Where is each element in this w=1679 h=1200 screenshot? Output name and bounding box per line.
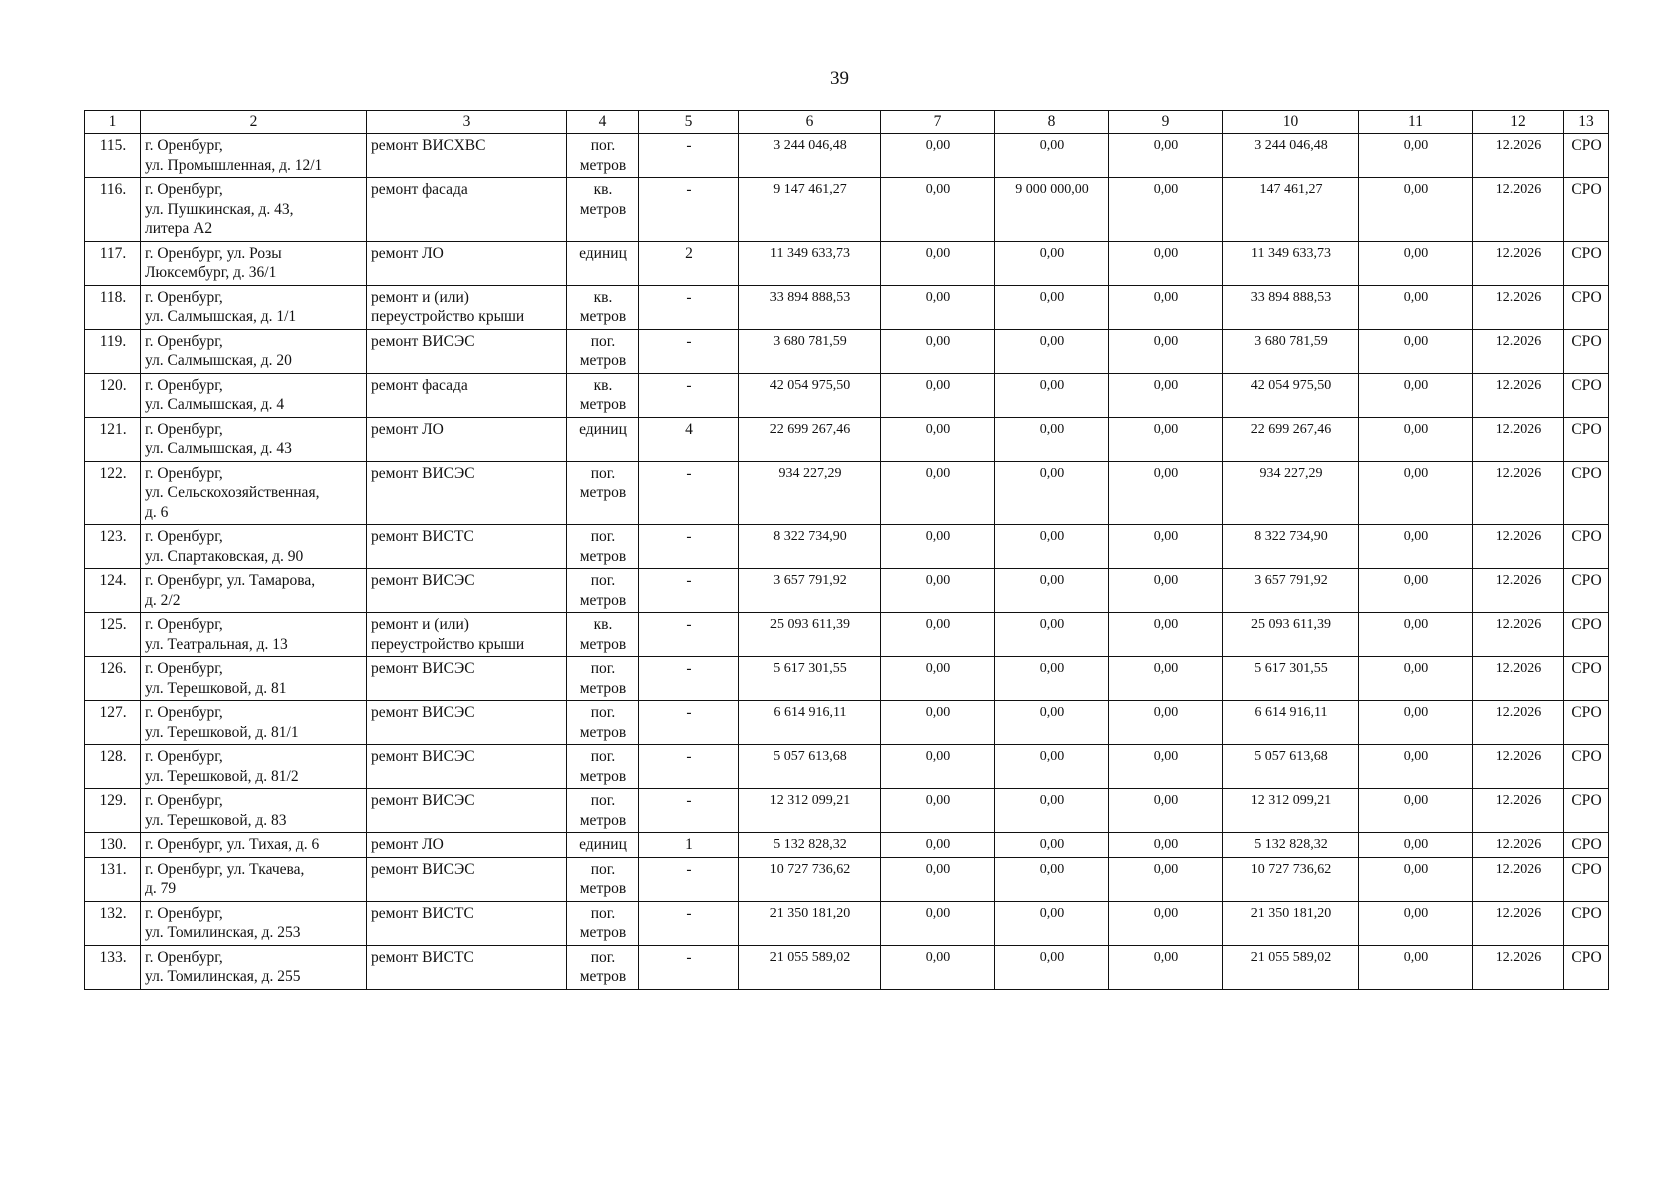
- cost-col8-cell: 0,00: [995, 329, 1109, 373]
- address-cell: г. Оренбург, ул. Томилинская, д. 255: [141, 945, 367, 989]
- work-type-cell: ремонт и (или) переустройство крыши: [367, 285, 567, 329]
- work-type-cell: ремонт и (или) переустройство крыши: [367, 613, 567, 657]
- unit-cell: единиц: [567, 833, 639, 858]
- quantity-cell: -: [639, 613, 739, 657]
- cost-col9-cell: 0,00: [1109, 569, 1223, 613]
- column-header: 11: [1359, 111, 1473, 134]
- method-cell: СРО: [1564, 701, 1609, 745]
- total-cost-cell: 42 054 975,50: [739, 373, 881, 417]
- row-number-cell: 118.: [85, 285, 141, 329]
- total-cost-cell: 934 227,29: [739, 461, 881, 525]
- address-cell: г. Оренбург, ул. Пушкинская, д. 43, литера А2: [141, 178, 367, 242]
- table-row: [85, 857, 1609, 901]
- table-row: [85, 901, 1609, 945]
- work-type-cell: ремонт ВИСХВС: [367, 134, 567, 178]
- cost-col7-cell: 0,00: [881, 134, 995, 178]
- total-cost-cell: 5 617 301,55: [739, 657, 881, 701]
- cost-col10-cell: 33 894 888,53: [1223, 285, 1359, 329]
- deadline-cell: 12.2026: [1473, 461, 1564, 525]
- cost-col9-cell: 0,00: [1109, 657, 1223, 701]
- total-cost-cell: 3 244 046,48: [739, 134, 881, 178]
- cost-col7-cell: 0,00: [881, 285, 995, 329]
- cost-col7-cell: 0,00: [881, 178, 995, 242]
- table-row: [85, 701, 1609, 745]
- column-number-row: [85, 111, 1609, 134]
- table-row: [85, 745, 1609, 789]
- unit-cell: пог. метров: [567, 745, 639, 789]
- quantity-cell: -: [639, 373, 739, 417]
- table-row: [85, 285, 1609, 329]
- cost-col10-cell: 11 349 633,73: [1223, 241, 1359, 285]
- address-cell: г. Оренбург, ул. Розы Люксембург, д. 36/1: [141, 241, 367, 285]
- unit-cell: пог. метров: [567, 134, 639, 178]
- cost-col11-cell: 0,00: [1359, 178, 1473, 242]
- total-cost-cell: 5 132 828,32: [739, 833, 881, 858]
- cost-col11-cell: 0,00: [1359, 569, 1473, 613]
- work-type-cell: ремонт ВИСЭС: [367, 657, 567, 701]
- cost-col9-cell: 0,00: [1109, 241, 1223, 285]
- cost-col7-cell: 0,00: [881, 657, 995, 701]
- quantity-cell: -: [639, 569, 739, 613]
- cost-col8-cell: 0,00: [995, 857, 1109, 901]
- unit-cell: кв. метров: [567, 178, 639, 242]
- cost-col9-cell: 0,00: [1109, 461, 1223, 525]
- deadline-cell: 12.2026: [1473, 901, 1564, 945]
- column-header: 7: [881, 111, 995, 134]
- work-type-cell: ремонт ВИСЭС: [367, 329, 567, 373]
- column-header: 1: [85, 111, 141, 134]
- work-type-cell: ремонт ВИСЭС: [367, 789, 567, 833]
- cost-col9-cell: 0,00: [1109, 789, 1223, 833]
- unit-cell: единиц: [567, 417, 639, 461]
- row-number-cell: 120.: [85, 373, 141, 417]
- table-body: [85, 134, 1609, 990]
- work-type-cell: ремонт ЛО: [367, 833, 567, 858]
- work-type-cell: ремонт ЛО: [367, 241, 567, 285]
- cost-col10-cell: 5 132 828,32: [1223, 833, 1359, 858]
- column-header: 12: [1473, 111, 1564, 134]
- cost-col9-cell: 0,00: [1109, 373, 1223, 417]
- method-cell: СРО: [1564, 525, 1609, 569]
- cost-col8-cell: 9 000 000,00: [995, 178, 1109, 242]
- unit-cell: пог. метров: [567, 569, 639, 613]
- address-cell: г. Оренбург, ул. Терешковой, д. 81/1: [141, 701, 367, 745]
- cost-col8-cell: 0,00: [995, 285, 1109, 329]
- quantity-cell: -: [639, 857, 739, 901]
- total-cost-cell: 5 057 613,68: [739, 745, 881, 789]
- row-number-cell: 121.: [85, 417, 141, 461]
- quantity-cell: -: [639, 461, 739, 525]
- cost-col8-cell: 0,00: [995, 657, 1109, 701]
- cost-col8-cell: 0,00: [995, 901, 1109, 945]
- table-row: [85, 241, 1609, 285]
- table-row: [85, 461, 1609, 525]
- cost-col11-cell: 0,00: [1359, 833, 1473, 858]
- method-cell: СРО: [1564, 241, 1609, 285]
- unit-cell: пог. метров: [567, 701, 639, 745]
- deadline-cell: 12.2026: [1473, 569, 1564, 613]
- cost-col8-cell: 0,00: [995, 417, 1109, 461]
- quantity-cell: -: [639, 657, 739, 701]
- deadline-cell: 12.2026: [1473, 329, 1564, 373]
- unit-cell: пог. метров: [567, 857, 639, 901]
- deadline-cell: 12.2026: [1473, 657, 1564, 701]
- cost-col9-cell: 0,00: [1109, 901, 1223, 945]
- address-cell: г. Оренбург, ул. Терешковой, д. 83: [141, 789, 367, 833]
- cost-col7-cell: 0,00: [881, 461, 995, 525]
- work-type-cell: ремонт фасада: [367, 373, 567, 417]
- table-row: [85, 525, 1609, 569]
- column-header: 9: [1109, 111, 1223, 134]
- method-cell: СРО: [1564, 417, 1609, 461]
- cost-col10-cell: 147 461,27: [1223, 178, 1359, 242]
- quantity-cell: -: [639, 901, 739, 945]
- cost-col11-cell: 0,00: [1359, 657, 1473, 701]
- cost-col9-cell: 0,00: [1109, 178, 1223, 242]
- total-cost-cell: 25 093 611,39: [739, 613, 881, 657]
- method-cell: СРО: [1564, 857, 1609, 901]
- total-cost-cell: 11 349 633,73: [739, 241, 881, 285]
- quantity-cell: -: [639, 134, 739, 178]
- cost-col11-cell: 0,00: [1359, 613, 1473, 657]
- work-type-cell: ремонт ВИСТС: [367, 525, 567, 569]
- address-cell: г. Оренбург, ул. Спартаковская, д. 90: [141, 525, 367, 569]
- column-header: 13: [1564, 111, 1609, 134]
- cost-col11-cell: 0,00: [1359, 945, 1473, 989]
- page-number: 39: [830, 68, 849, 89]
- method-cell: СРО: [1564, 373, 1609, 417]
- unit-cell: пог. метров: [567, 329, 639, 373]
- address-cell: г. Оренбург, ул. Промышленная, д. 12/1: [141, 134, 367, 178]
- row-number-cell: 115.: [85, 134, 141, 178]
- table-row: [85, 569, 1609, 613]
- quantity-cell: -: [639, 789, 739, 833]
- row-number-cell: 116.: [85, 178, 141, 242]
- unit-cell: пог. метров: [567, 461, 639, 525]
- cost-col10-cell: 6 614 916,11: [1223, 701, 1359, 745]
- row-number-cell: 128.: [85, 745, 141, 789]
- deadline-cell: 12.2026: [1473, 745, 1564, 789]
- address-cell: г. Оренбург, ул. Салмышская, д. 20: [141, 329, 367, 373]
- deadline-cell: 12.2026: [1473, 833, 1564, 858]
- method-cell: СРО: [1564, 461, 1609, 525]
- deadline-cell: 12.2026: [1473, 417, 1564, 461]
- row-number-cell: 127.: [85, 701, 141, 745]
- cost-col10-cell: 25 093 611,39: [1223, 613, 1359, 657]
- cost-col7-cell: 0,00: [881, 857, 995, 901]
- method-cell: СРО: [1564, 901, 1609, 945]
- cost-col11-cell: 0,00: [1359, 701, 1473, 745]
- table-row: [85, 178, 1609, 242]
- column-header: 2: [141, 111, 367, 134]
- table-row: [85, 134, 1609, 178]
- work-type-cell: ремонт ВИСЭС: [367, 569, 567, 613]
- cost-col11-cell: 0,00: [1359, 461, 1473, 525]
- cost-col9-cell: 0,00: [1109, 134, 1223, 178]
- cost-col8-cell: 0,00: [995, 945, 1109, 989]
- quantity-cell: -: [639, 525, 739, 569]
- method-cell: СРО: [1564, 178, 1609, 242]
- cost-col9-cell: 0,00: [1109, 329, 1223, 373]
- row-number-cell: 117.: [85, 241, 141, 285]
- total-cost-cell: 8 322 734,90: [739, 525, 881, 569]
- quantity-cell: 1: [639, 833, 739, 858]
- cost-col9-cell: 0,00: [1109, 285, 1223, 329]
- cost-col7-cell: 0,00: [881, 241, 995, 285]
- cost-col10-cell: 12 312 099,21: [1223, 789, 1359, 833]
- total-cost-cell: 3 680 781,59: [739, 329, 881, 373]
- address-cell: г. Оренбург, ул. Салмышская, д. 4: [141, 373, 367, 417]
- cost-col10-cell: 8 322 734,90: [1223, 525, 1359, 569]
- method-cell: СРО: [1564, 833, 1609, 858]
- total-cost-cell: 22 699 267,46: [739, 417, 881, 461]
- cost-col11-cell: 0,00: [1359, 285, 1473, 329]
- address-cell: г. Оренбург, ул. Салмышская, д. 1/1: [141, 285, 367, 329]
- method-cell: СРО: [1564, 329, 1609, 373]
- cost-col10-cell: 5 057 613,68: [1223, 745, 1359, 789]
- table-row: [85, 417, 1609, 461]
- method-cell: СРО: [1564, 745, 1609, 789]
- address-cell: г. Оренбург, ул. Салмышская, д. 43: [141, 417, 367, 461]
- cost-col10-cell: 3 680 781,59: [1223, 329, 1359, 373]
- address-cell: г. Оренбург, ул. Театральная, д. 13: [141, 613, 367, 657]
- cost-col10-cell: 21 350 181,20: [1223, 901, 1359, 945]
- cost-col8-cell: 0,00: [995, 525, 1109, 569]
- address-cell: г. Оренбург, ул. Тихая, д. 6: [141, 833, 367, 858]
- cost-col9-cell: 0,00: [1109, 613, 1223, 657]
- row-number-cell: 124.: [85, 569, 141, 613]
- work-type-cell: ремонт ВИСЭС: [367, 857, 567, 901]
- table-row: [85, 373, 1609, 417]
- row-number-cell: 125.: [85, 613, 141, 657]
- total-cost-cell: 10 727 736,62: [739, 857, 881, 901]
- cost-col9-cell: 0,00: [1109, 833, 1223, 858]
- cost-col8-cell: 0,00: [995, 134, 1109, 178]
- total-cost-cell: 3 657 791,92: [739, 569, 881, 613]
- cost-col10-cell: 10 727 736,62: [1223, 857, 1359, 901]
- cost-col10-cell: 3 657 791,92: [1223, 569, 1359, 613]
- method-cell: СРО: [1564, 789, 1609, 833]
- address-cell: г. Оренбург, ул. Ткачева, д. 79: [141, 857, 367, 901]
- cost-col8-cell: 0,00: [995, 613, 1109, 657]
- cost-col7-cell: 0,00: [881, 945, 995, 989]
- address-cell: г. Оренбург, ул. Терешковой, д. 81/2: [141, 745, 367, 789]
- cost-col9-cell: 0,00: [1109, 945, 1223, 989]
- cost-col9-cell: 0,00: [1109, 701, 1223, 745]
- unit-cell: кв. метров: [567, 285, 639, 329]
- quantity-cell: -: [639, 945, 739, 989]
- quantity-cell: -: [639, 745, 739, 789]
- deadline-cell: 12.2026: [1473, 701, 1564, 745]
- cost-col11-cell: 0,00: [1359, 525, 1473, 569]
- row-number-cell: 133.: [85, 945, 141, 989]
- cost-col10-cell: 5 617 301,55: [1223, 657, 1359, 701]
- table-row: [85, 833, 1609, 858]
- address-cell: г. Оренбург, ул. Тамарова, д. 2/2: [141, 569, 367, 613]
- column-header: 8: [995, 111, 1109, 134]
- quantity-cell: 2: [639, 241, 739, 285]
- quantity-cell: -: [639, 178, 739, 242]
- total-cost-cell: 21 055 589,02: [739, 945, 881, 989]
- cost-col11-cell: 0,00: [1359, 745, 1473, 789]
- quantity-cell: -: [639, 285, 739, 329]
- row-number-cell: 119.: [85, 329, 141, 373]
- method-cell: СРО: [1564, 569, 1609, 613]
- address-cell: г. Оренбург, ул. Терешковой, д. 81: [141, 657, 367, 701]
- unit-cell: кв. метров: [567, 373, 639, 417]
- deadline-cell: 12.2026: [1473, 857, 1564, 901]
- total-cost-cell: 12 312 099,21: [739, 789, 881, 833]
- cost-col7-cell: 0,00: [881, 833, 995, 858]
- unit-cell: пог. метров: [567, 901, 639, 945]
- cost-col11-cell: 0,00: [1359, 857, 1473, 901]
- total-cost-cell: 6 614 916,11: [739, 701, 881, 745]
- method-cell: СРО: [1564, 134, 1609, 178]
- deadline-cell: 12.2026: [1473, 525, 1564, 569]
- work-type-cell: ремонт фасада: [367, 178, 567, 242]
- deadline-cell: 12.2026: [1473, 789, 1564, 833]
- cost-col7-cell: 0,00: [881, 329, 995, 373]
- unit-cell: пог. метров: [567, 525, 639, 569]
- cost-col7-cell: 0,00: [881, 901, 995, 945]
- column-header: 5: [639, 111, 739, 134]
- cost-col11-cell: 0,00: [1359, 789, 1473, 833]
- cost-col7-cell: 0,00: [881, 613, 995, 657]
- column-header: 6: [739, 111, 881, 134]
- cost-col8-cell: 0,00: [995, 569, 1109, 613]
- unit-cell: пог. метров: [567, 657, 639, 701]
- cost-col10-cell: 21 055 589,02: [1223, 945, 1359, 989]
- row-number-cell: 122.: [85, 461, 141, 525]
- address-cell: г. Оренбург, ул. Сельскохозяйственная, д. 6: [141, 461, 367, 525]
- total-cost-cell: 33 894 888,53: [739, 285, 881, 329]
- cost-col9-cell: 0,00: [1109, 857, 1223, 901]
- column-header: 10: [1223, 111, 1359, 134]
- table-row: [85, 329, 1609, 373]
- row-number-cell: 123.: [85, 525, 141, 569]
- repair-schedule-table: [84, 110, 1609, 990]
- cost-col11-cell: 0,00: [1359, 329, 1473, 373]
- cost-col7-cell: 0,00: [881, 417, 995, 461]
- deadline-cell: 12.2026: [1473, 134, 1564, 178]
- row-number-cell: 131.: [85, 857, 141, 901]
- quantity-cell: -: [639, 701, 739, 745]
- cost-col11-cell: 0,00: [1359, 417, 1473, 461]
- cost-col9-cell: 0,00: [1109, 525, 1223, 569]
- work-type-cell: ремонт ЛО: [367, 417, 567, 461]
- cost-col8-cell: 0,00: [995, 745, 1109, 789]
- deadline-cell: 12.2026: [1473, 613, 1564, 657]
- table-row: [85, 789, 1609, 833]
- unit-cell: единиц: [567, 241, 639, 285]
- cost-col9-cell: 0,00: [1109, 417, 1223, 461]
- method-cell: СРО: [1564, 285, 1609, 329]
- cost-col10-cell: 3 244 046,48: [1223, 134, 1359, 178]
- method-cell: СРО: [1564, 945, 1609, 989]
- cost-col7-cell: 0,00: [881, 569, 995, 613]
- cost-col7-cell: 0,00: [881, 789, 995, 833]
- work-type-cell: ремонт ВИСЭС: [367, 461, 567, 525]
- cost-col8-cell: 0,00: [995, 241, 1109, 285]
- cost-col8-cell: 0,00: [995, 701, 1109, 745]
- cost-col11-cell: 0,00: [1359, 901, 1473, 945]
- cost-col7-cell: 0,00: [881, 525, 995, 569]
- cost-col11-cell: 0,00: [1359, 134, 1473, 178]
- row-number-cell: 126.: [85, 657, 141, 701]
- column-header: 4: [567, 111, 639, 134]
- work-type-cell: ремонт ВИСЭС: [367, 745, 567, 789]
- total-cost-cell: 21 350 181,20: [739, 901, 881, 945]
- column-header: 3: [367, 111, 567, 134]
- deadline-cell: 12.2026: [1473, 285, 1564, 329]
- deadline-cell: 12.2026: [1473, 178, 1564, 242]
- table-row: [85, 657, 1609, 701]
- work-type-cell: ремонт ВИСТС: [367, 901, 567, 945]
- deadline-cell: 12.2026: [1473, 945, 1564, 989]
- cost-col7-cell: 0,00: [881, 373, 995, 417]
- deadline-cell: 12.2026: [1473, 373, 1564, 417]
- cost-col7-cell: 0,00: [881, 745, 995, 789]
- quantity-cell: -: [639, 329, 739, 373]
- total-cost-cell: 9 147 461,27: [739, 178, 881, 242]
- deadline-cell: 12.2026: [1473, 241, 1564, 285]
- cost-col9-cell: 0,00: [1109, 745, 1223, 789]
- table-row: [85, 613, 1609, 657]
- row-number-cell: 130.: [85, 833, 141, 858]
- unit-cell: пог. метров: [567, 945, 639, 989]
- address-cell: г. Оренбург, ул. Томилинская, д. 253: [141, 901, 367, 945]
- cost-col11-cell: 0,00: [1359, 373, 1473, 417]
- cost-col10-cell: 22 699 267,46: [1223, 417, 1359, 461]
- work-type-cell: ремонт ВИСЭС: [367, 701, 567, 745]
- cost-col8-cell: 0,00: [995, 833, 1109, 858]
- method-cell: СРО: [1564, 613, 1609, 657]
- cost-col10-cell: 42 054 975,50: [1223, 373, 1359, 417]
- cost-col8-cell: 0,00: [995, 461, 1109, 525]
- cost-col8-cell: 0,00: [995, 789, 1109, 833]
- unit-cell: пог. метров: [567, 789, 639, 833]
- unit-cell: кв. метров: [567, 613, 639, 657]
- row-number-cell: 129.: [85, 789, 141, 833]
- cost-col7-cell: 0,00: [881, 701, 995, 745]
- cost-col10-cell: 934 227,29: [1223, 461, 1359, 525]
- cost-col8-cell: 0,00: [995, 373, 1109, 417]
- work-type-cell: ремонт ВИСТС: [367, 945, 567, 989]
- quantity-cell: 4: [639, 417, 739, 461]
- method-cell: СРО: [1564, 657, 1609, 701]
- row-number-cell: 132.: [85, 901, 141, 945]
- table-row: [85, 945, 1609, 989]
- cost-col11-cell: 0,00: [1359, 241, 1473, 285]
